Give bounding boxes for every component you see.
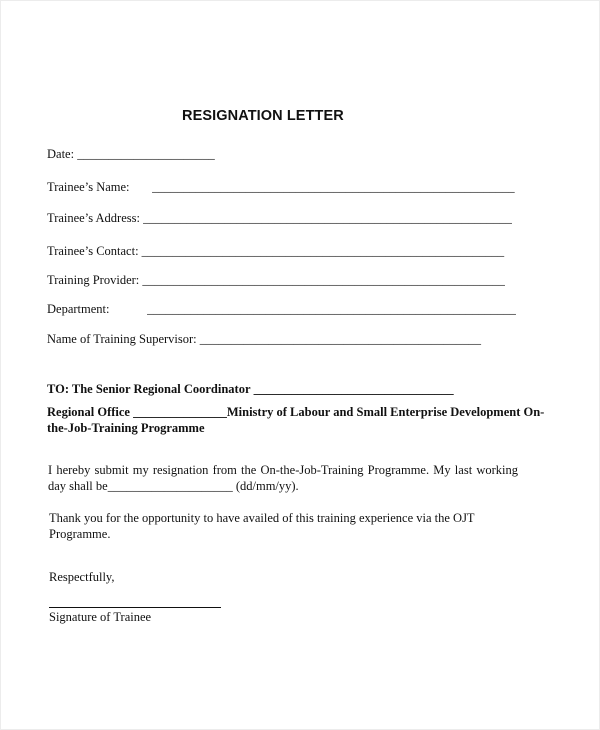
thanks-paragraph: Thank you for the opportunity to have availed of this training experience via the OJT Programme. — [49, 511, 475, 541]
training-provider-label: Training Provider: — [47, 273, 140, 287]
trainee-name-label: Trainee’s Name: — [47, 180, 130, 194]
trainee-contact-blank[interactable]: __________________________________________________________ — [141, 244, 505, 258]
training-provider-blank[interactable]: __________________________________________________________ — [142, 273, 505, 287]
date-blank[interactable]: ______________________ — [77, 147, 215, 161]
to-label: TO: The Senior Regional Coordinator — [47, 382, 251, 396]
department-field — [47, 302, 516, 317]
training-supervisor-label: Name of Training Supervisor: — [47, 332, 197, 346]
resignation-paragraph — [48, 462, 518, 494]
to-line — [47, 382, 454, 397]
trainee-contact-field — [47, 244, 504, 259]
closing: Respectfully, — [49, 570, 115, 584]
date-label: Date: — [47, 147, 75, 161]
signature-line[interactable] — [49, 607, 221, 608]
training-supervisor-blank[interactable]: _____________________________________________ — [199, 332, 482, 346]
trainee-name-field — [47, 180, 515, 195]
regional-office-blank[interactable]: _______________ — [133, 405, 227, 419]
regional-office-label: Regional Office — [47, 405, 130, 419]
regional-office-block — [47, 404, 547, 436]
trainee-address-field — [47, 211, 512, 226]
training-supervisor-field — [47, 332, 481, 347]
trainee-name-blank[interactable]: __________________________________________________________ — [152, 180, 515, 194]
trainee-contact-label: Trainee’s Contact: — [47, 244, 139, 258]
resignation-text: I hereby submit my resignation from the On-the-Job-Training Programme. My last working day shall be — [48, 463, 518, 493]
department-blank[interactable]: ___________________________________________________________ — [147, 302, 516, 316]
last-day-blank[interactable]: ____________________ — [107, 479, 233, 493]
to-blank[interactable]: ________________________________ — [253, 382, 454, 396]
department-label: Department: — [47, 302, 110, 316]
regional-office-ministry: Ministry of Labour and Small Enterprise Development On-the-Job-Training Programme — [47, 405, 545, 435]
signature-label: Signature of Trainee — [49, 610, 152, 624]
document-title: RESIGNATION LETTER — [182, 108, 344, 124]
training-provider-field — [47, 273, 505, 288]
trainee-address-label: Trainee’s Address: — [47, 211, 140, 225]
date-field — [47, 147, 215, 162]
date-format-hint: (dd/mm/yy). — [235, 479, 299, 493]
trainee-address-blank[interactable]: ___________________________________________________________ — [143, 211, 512, 225]
